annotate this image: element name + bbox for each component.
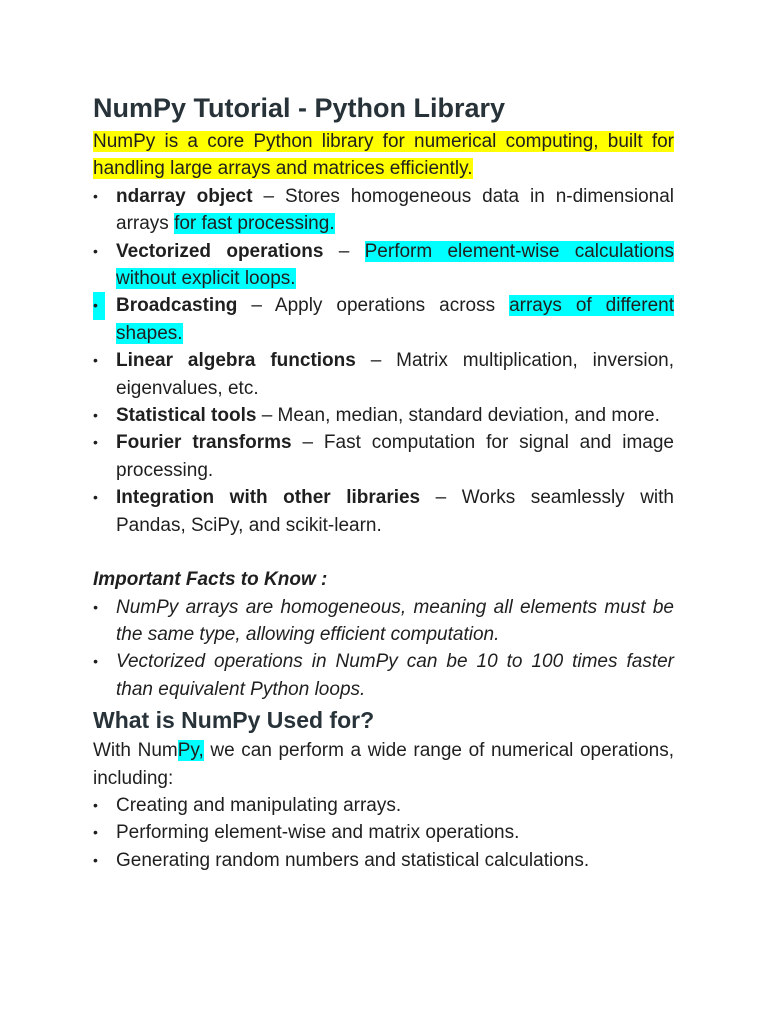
feature-desc: Mean, median, standard deviation, and more. — [277, 405, 660, 427]
feature-desc: Works seamlessly with Pandas, SciPy, and scikit-learn. — [116, 487, 674, 536]
bullet: • — [93, 187, 98, 204]
bullet: • — [93, 292, 105, 319]
feature-term: Statistical tools — [116, 405, 257, 427]
facts-heading: Important Facts to Know : — [93, 569, 328, 591]
feature-sep: – — [256, 405, 278, 427]
used-for-highlight: Py, — [177, 740, 204, 762]
bullet: • — [93, 598, 98, 615]
document-content — [93, 88, 674, 874]
feature-term: Integration with other libraries — [116, 487, 421, 509]
used-for-item — [93, 792, 674, 819]
used-for-item — [93, 819, 674, 846]
feature-desc: Stores homogeneous data in n-dimensional arrays — [116, 185, 675, 235]
fact-item — [93, 594, 674, 649]
feature-item — [93, 484, 674, 539]
feature-term: Broadcasting — [116, 295, 238, 317]
feature-term: Vectorized operations — [116, 240, 324, 262]
feature-list — [93, 183, 674, 539]
feature-sep: – — [420, 487, 462, 509]
feature-highlight: arrays of different shapes. — [116, 295, 674, 344]
fact-item — [93, 648, 674, 703]
section-heading-used-for: What is NumPy Used for? — [93, 707, 375, 734]
feature-desc: Apply operations across — [274, 295, 510, 317]
used-for-list — [93, 792, 674, 874]
used-for-intro-b: we can perform a wide range of numerical operations, including: — [93, 740, 674, 789]
feature-term: Fourier transforms — [116, 432, 292, 454]
facts-list — [93, 594, 674, 704]
feature-sep: – — [291, 432, 324, 454]
bullet: • — [93, 653, 98, 670]
used-for-intro — [93, 737, 674, 792]
feature-desc: Fast computation for signal and image processing. — [116, 432, 675, 481]
feature-desc: Matrix multiplication, inversion, eigenvalues, etc. — [116, 350, 674, 399]
feature-sep: – — [323, 240, 365, 262]
bullet: • — [93, 851, 98, 868]
used-for-item — [93, 847, 674, 874]
feature-sep: – — [355, 350, 397, 372]
feature-item — [93, 429, 674, 484]
intro-paragraph — [93, 128, 674, 183]
bullet: • — [93, 434, 98, 451]
used-for-text: Performing element-wise and matrix operations. — [116, 822, 520, 844]
fact-text: NumPy arrays are homogeneous, meaning all elements must be the same type, allowing efficient computation. — [116, 596, 674, 645]
bullet: • — [93, 489, 98, 506]
feature-item — [93, 183, 674, 238]
feature-sep: – — [237, 295, 275, 317]
used-for-text: Generating random numbers and statistical calculations. — [116, 849, 590, 871]
page-title: NumPy Tutorial - Python Library — [93, 93, 506, 123]
used-for-text: Creating and manipulating arrays. — [116, 794, 402, 816]
feature-item — [93, 292, 674, 347]
feature-highlight: for fast processing. — [174, 213, 335, 235]
fact-text: Vectorized operations in NumPy can be 10 to 100 times faster than equivalent Python loops. — [116, 651, 674, 700]
used-for-intro-a: With Num — [93, 740, 178, 762]
bullet: • — [93, 352, 98, 369]
feature-item — [93, 238, 674, 293]
feature-term: Linear algebra functions — [116, 350, 356, 372]
bullet: • — [93, 407, 98, 424]
feature-item — [93, 347, 674, 402]
feature-sep: – — [252, 185, 285, 207]
intro-highlight: NumPy is a core Python library for numerical computing, built for handling large arrays and matrices efficiently. — [93, 131, 674, 180]
bullet: • — [93, 796, 98, 813]
feature-highlight: Perform element-wise calculations without explicit loops. — [116, 240, 674, 290]
feature-term: ndarray object — [116, 185, 253, 207]
feature-item — [93, 402, 674, 429]
bullet: • — [93, 824, 98, 841]
bullet: • — [93, 242, 98, 259]
